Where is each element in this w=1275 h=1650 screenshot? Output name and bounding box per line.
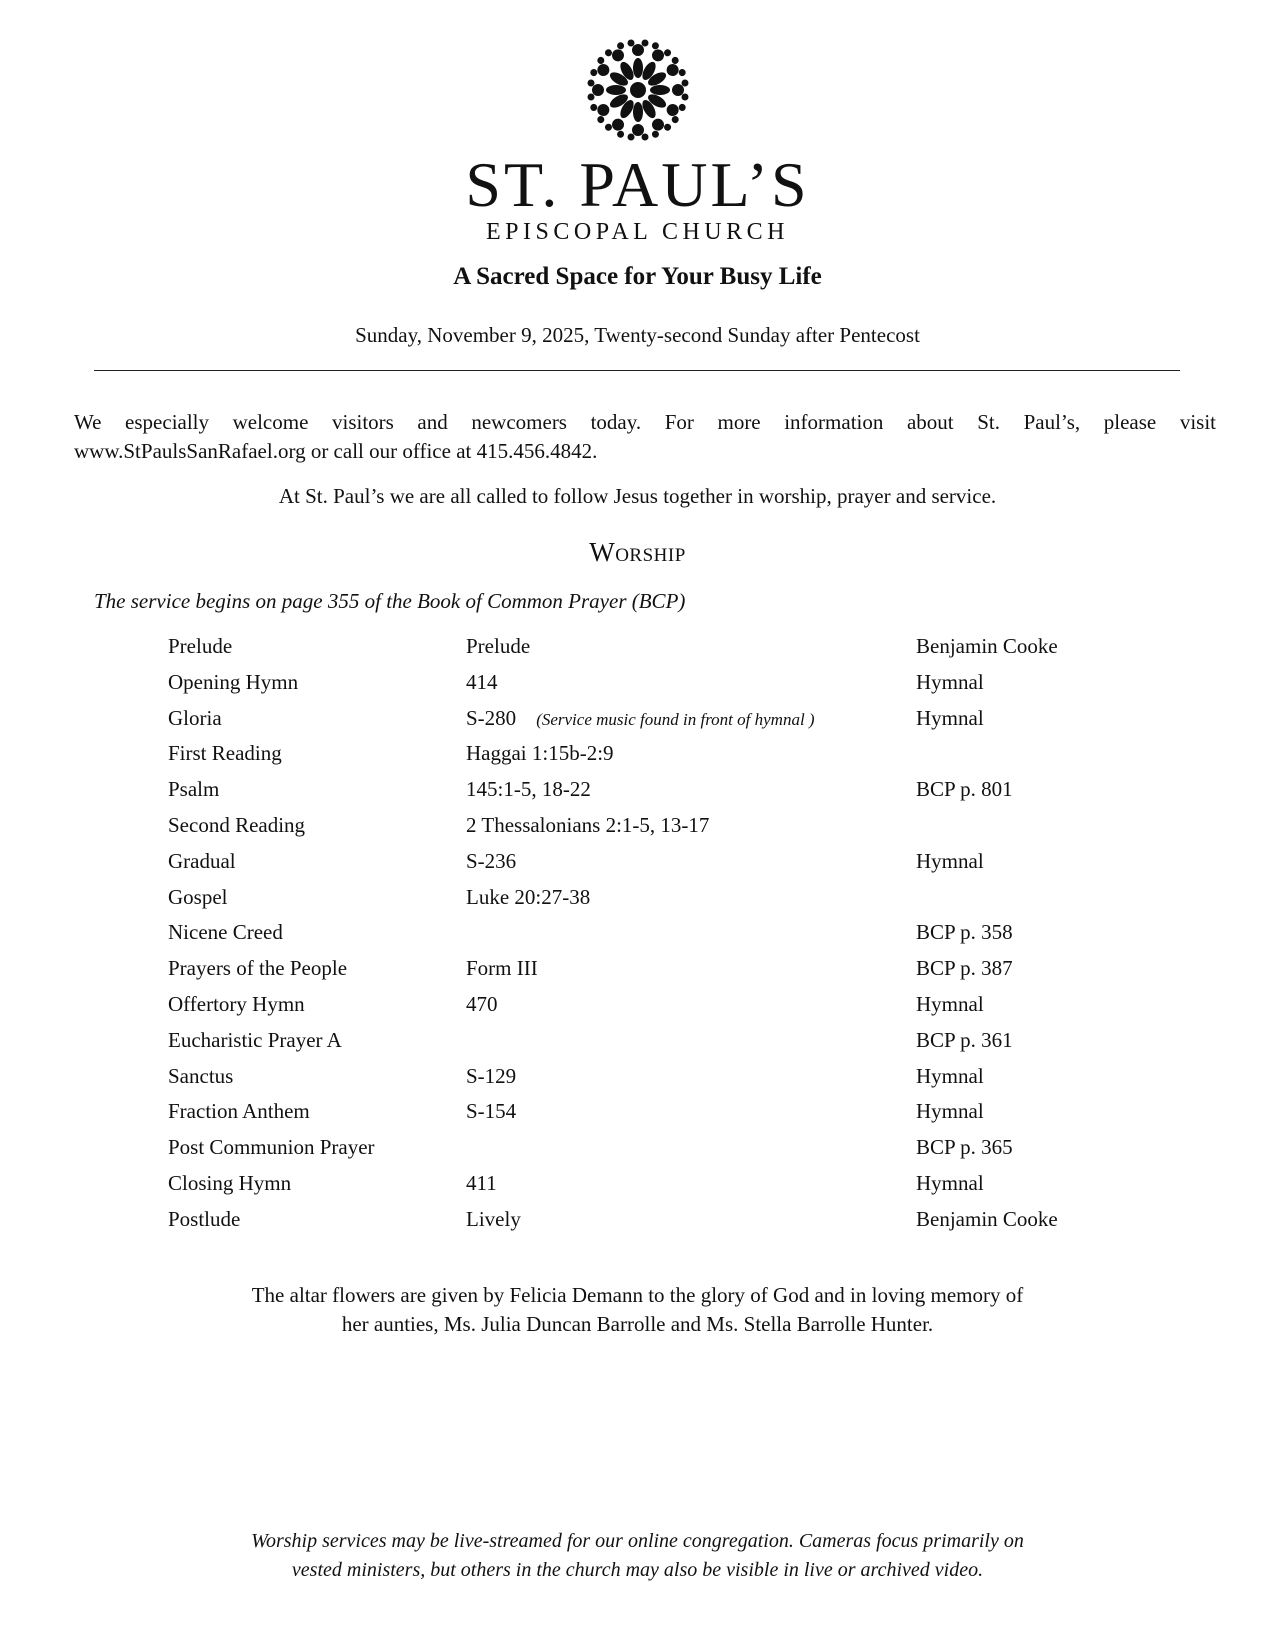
service-part: Gospel bbox=[168, 884, 228, 909]
service-detail bbox=[466, 991, 498, 1017]
order-of-service bbox=[168, 633, 1168, 1242]
service-row bbox=[168, 884, 1168, 920]
altar-flowers-dedication bbox=[0, 1281, 1275, 1339]
service-row bbox=[168, 1206, 1168, 1242]
service-source: BCP p. 358 bbox=[916, 920, 1013, 945]
service-detail bbox=[466, 633, 530, 659]
service-part: Fraction Anthem bbox=[168, 1099, 310, 1124]
service-source: BCP p. 801 bbox=[916, 777, 1013, 802]
service-part: Prayers of the People bbox=[168, 956, 348, 981]
worship-heading: Worship bbox=[589, 537, 686, 567]
service-row bbox=[168, 1098, 1168, 1134]
service-row bbox=[168, 812, 1168, 848]
welcome-text: We especially welcome visitors and newcomers today. For more information about St. Paul’s, please visit bbox=[74, 410, 1216, 434]
flowers-line: The altar flowers are given by Felicia Demann to the glory of God and in loving memory of bbox=[251, 1283, 1024, 1307]
service-row bbox=[168, 1027, 1168, 1063]
service-part: Psalm bbox=[168, 777, 220, 802]
detail-text: Haggai 1:15b-2:9 bbox=[466, 741, 614, 766]
service-source: Benjamin Cooke bbox=[916, 1206, 1058, 1231]
detail-text: 411 bbox=[466, 1170, 497, 1195]
service-row bbox=[168, 919, 1168, 955]
divider-line bbox=[94, 370, 1180, 371]
service-source: Hymnal bbox=[916, 991, 984, 1016]
detail-text: 414 bbox=[466, 669, 498, 694]
service-row bbox=[168, 1063, 1168, 1099]
service-row bbox=[168, 633, 1168, 669]
church-name: ST. PAUL’S bbox=[465, 149, 810, 220]
detail-text: 470 bbox=[466, 991, 498, 1016]
detail-text: 145:1-5, 18-22 bbox=[466, 777, 591, 802]
detail-text: Luke 20:27-38 bbox=[466, 884, 591, 909]
service-row bbox=[168, 705, 1168, 741]
detail-text: Prelude bbox=[466, 634, 531, 658]
service-row bbox=[168, 848, 1168, 884]
service-source: Hymnal bbox=[916, 1099, 984, 1124]
service-detail bbox=[466, 955, 538, 981]
service-detail bbox=[466, 1063, 516, 1089]
detail-text: S-236 bbox=[466, 848, 517, 873]
service-source: Hymnal bbox=[916, 848, 984, 873]
service-detail bbox=[466, 1206, 521, 1232]
service-detail bbox=[466, 812, 709, 838]
service-part: Gloria bbox=[168, 705, 222, 730]
service-source: Hymnal bbox=[916, 669, 984, 694]
service-source: Hymnal bbox=[916, 1170, 984, 1195]
detail-text: S-154 bbox=[466, 1099, 517, 1124]
service-part: Sanctus bbox=[168, 1063, 234, 1088]
service-note: The service begins on page 355 of the Book of Common Prayer (BCP) bbox=[94, 589, 686, 613]
service-source: BCP p. 361 bbox=[916, 1027, 1013, 1052]
service-source: Benjamin Cooke bbox=[916, 634, 1058, 658]
service-detail bbox=[466, 740, 614, 766]
service-part: Second Reading bbox=[168, 812, 306, 837]
service-detail bbox=[466, 1098, 516, 1124]
welcome-paragraph bbox=[74, 408, 1216, 466]
detail-text: Lively bbox=[466, 1206, 521, 1231]
livestream-line: vested ministers, but others in the church may also be visible in live or archived video. bbox=[291, 1559, 984, 1581]
service-detail bbox=[466, 669, 498, 695]
flowers-line: her aunties, Ms. Julia Duncan Barrolle and Ms. Stella Barrolle Hunter. bbox=[341, 1312, 934, 1336]
service-date: Sunday, November 9, 2025, Twenty-second Sunday after Pentecost bbox=[355, 323, 920, 347]
mission-statement: At St. Paul’s we are all called to follow Jesus together in worship, prayer and service. bbox=[278, 484, 997, 508]
service-part: Eucharistic Prayer A bbox=[168, 1027, 342, 1052]
service-source: Hymnal bbox=[916, 1063, 984, 1088]
livestream-line: Worship services may be live-streamed for our online congregation. Cameras focus primarily on bbox=[251, 1530, 1024, 1552]
service-row bbox=[168, 740, 1168, 776]
logo bbox=[0, 38, 1275, 142]
church-subtitle: EPISCOPAL CHURCH bbox=[486, 219, 789, 245]
service-part: Closing Hymn bbox=[168, 1170, 292, 1195]
detail-text: S-280 bbox=[466, 705, 517, 730]
service-part: First Reading bbox=[168, 741, 282, 766]
service-row bbox=[168, 776, 1168, 812]
tagline: A Sacred Space for Your Busy Life bbox=[453, 263, 822, 290]
service-row bbox=[168, 991, 1168, 1027]
service-source: BCP p. 387 bbox=[916, 956, 1013, 981]
service-row bbox=[168, 1134, 1168, 1170]
detail-text: S-129 bbox=[466, 1063, 517, 1088]
service-part: Post Communion Prayer bbox=[168, 1135, 375, 1160]
service-part: Opening Hymn bbox=[168, 669, 299, 694]
welcome-contact: www.StPaulsSanRafael.org or call our office at 415.456.4842. bbox=[74, 439, 598, 463]
service-detail bbox=[466, 848, 516, 874]
detail-text: Form III bbox=[466, 956, 538, 981]
service-part: Postlude bbox=[168, 1206, 241, 1231]
service-part: Prelude bbox=[168, 634, 233, 658]
service-source: BCP p. 365 bbox=[916, 1135, 1013, 1160]
service-source: Hymnal bbox=[916, 705, 984, 730]
service-part: Offertory Hymn bbox=[168, 991, 305, 1016]
service-row bbox=[168, 955, 1168, 991]
service-music-note: (Service music found in front of hymnal ) bbox=[536, 709, 815, 729]
service-detail bbox=[466, 705, 815, 733]
service-row bbox=[168, 669, 1168, 705]
service-detail bbox=[466, 1170, 497, 1196]
service-detail bbox=[466, 776, 591, 802]
livestream-notice bbox=[0, 1527, 1275, 1585]
rosette-window-icon bbox=[586, 38, 690, 142]
service-row bbox=[168, 1170, 1168, 1206]
service-detail bbox=[466, 884, 590, 910]
detail-text: 2 Thessalonians 2:1-5, 13-17 bbox=[466, 812, 710, 837]
service-part: Nicene Creed bbox=[168, 920, 283, 945]
service-part: Gradual bbox=[168, 848, 236, 873]
